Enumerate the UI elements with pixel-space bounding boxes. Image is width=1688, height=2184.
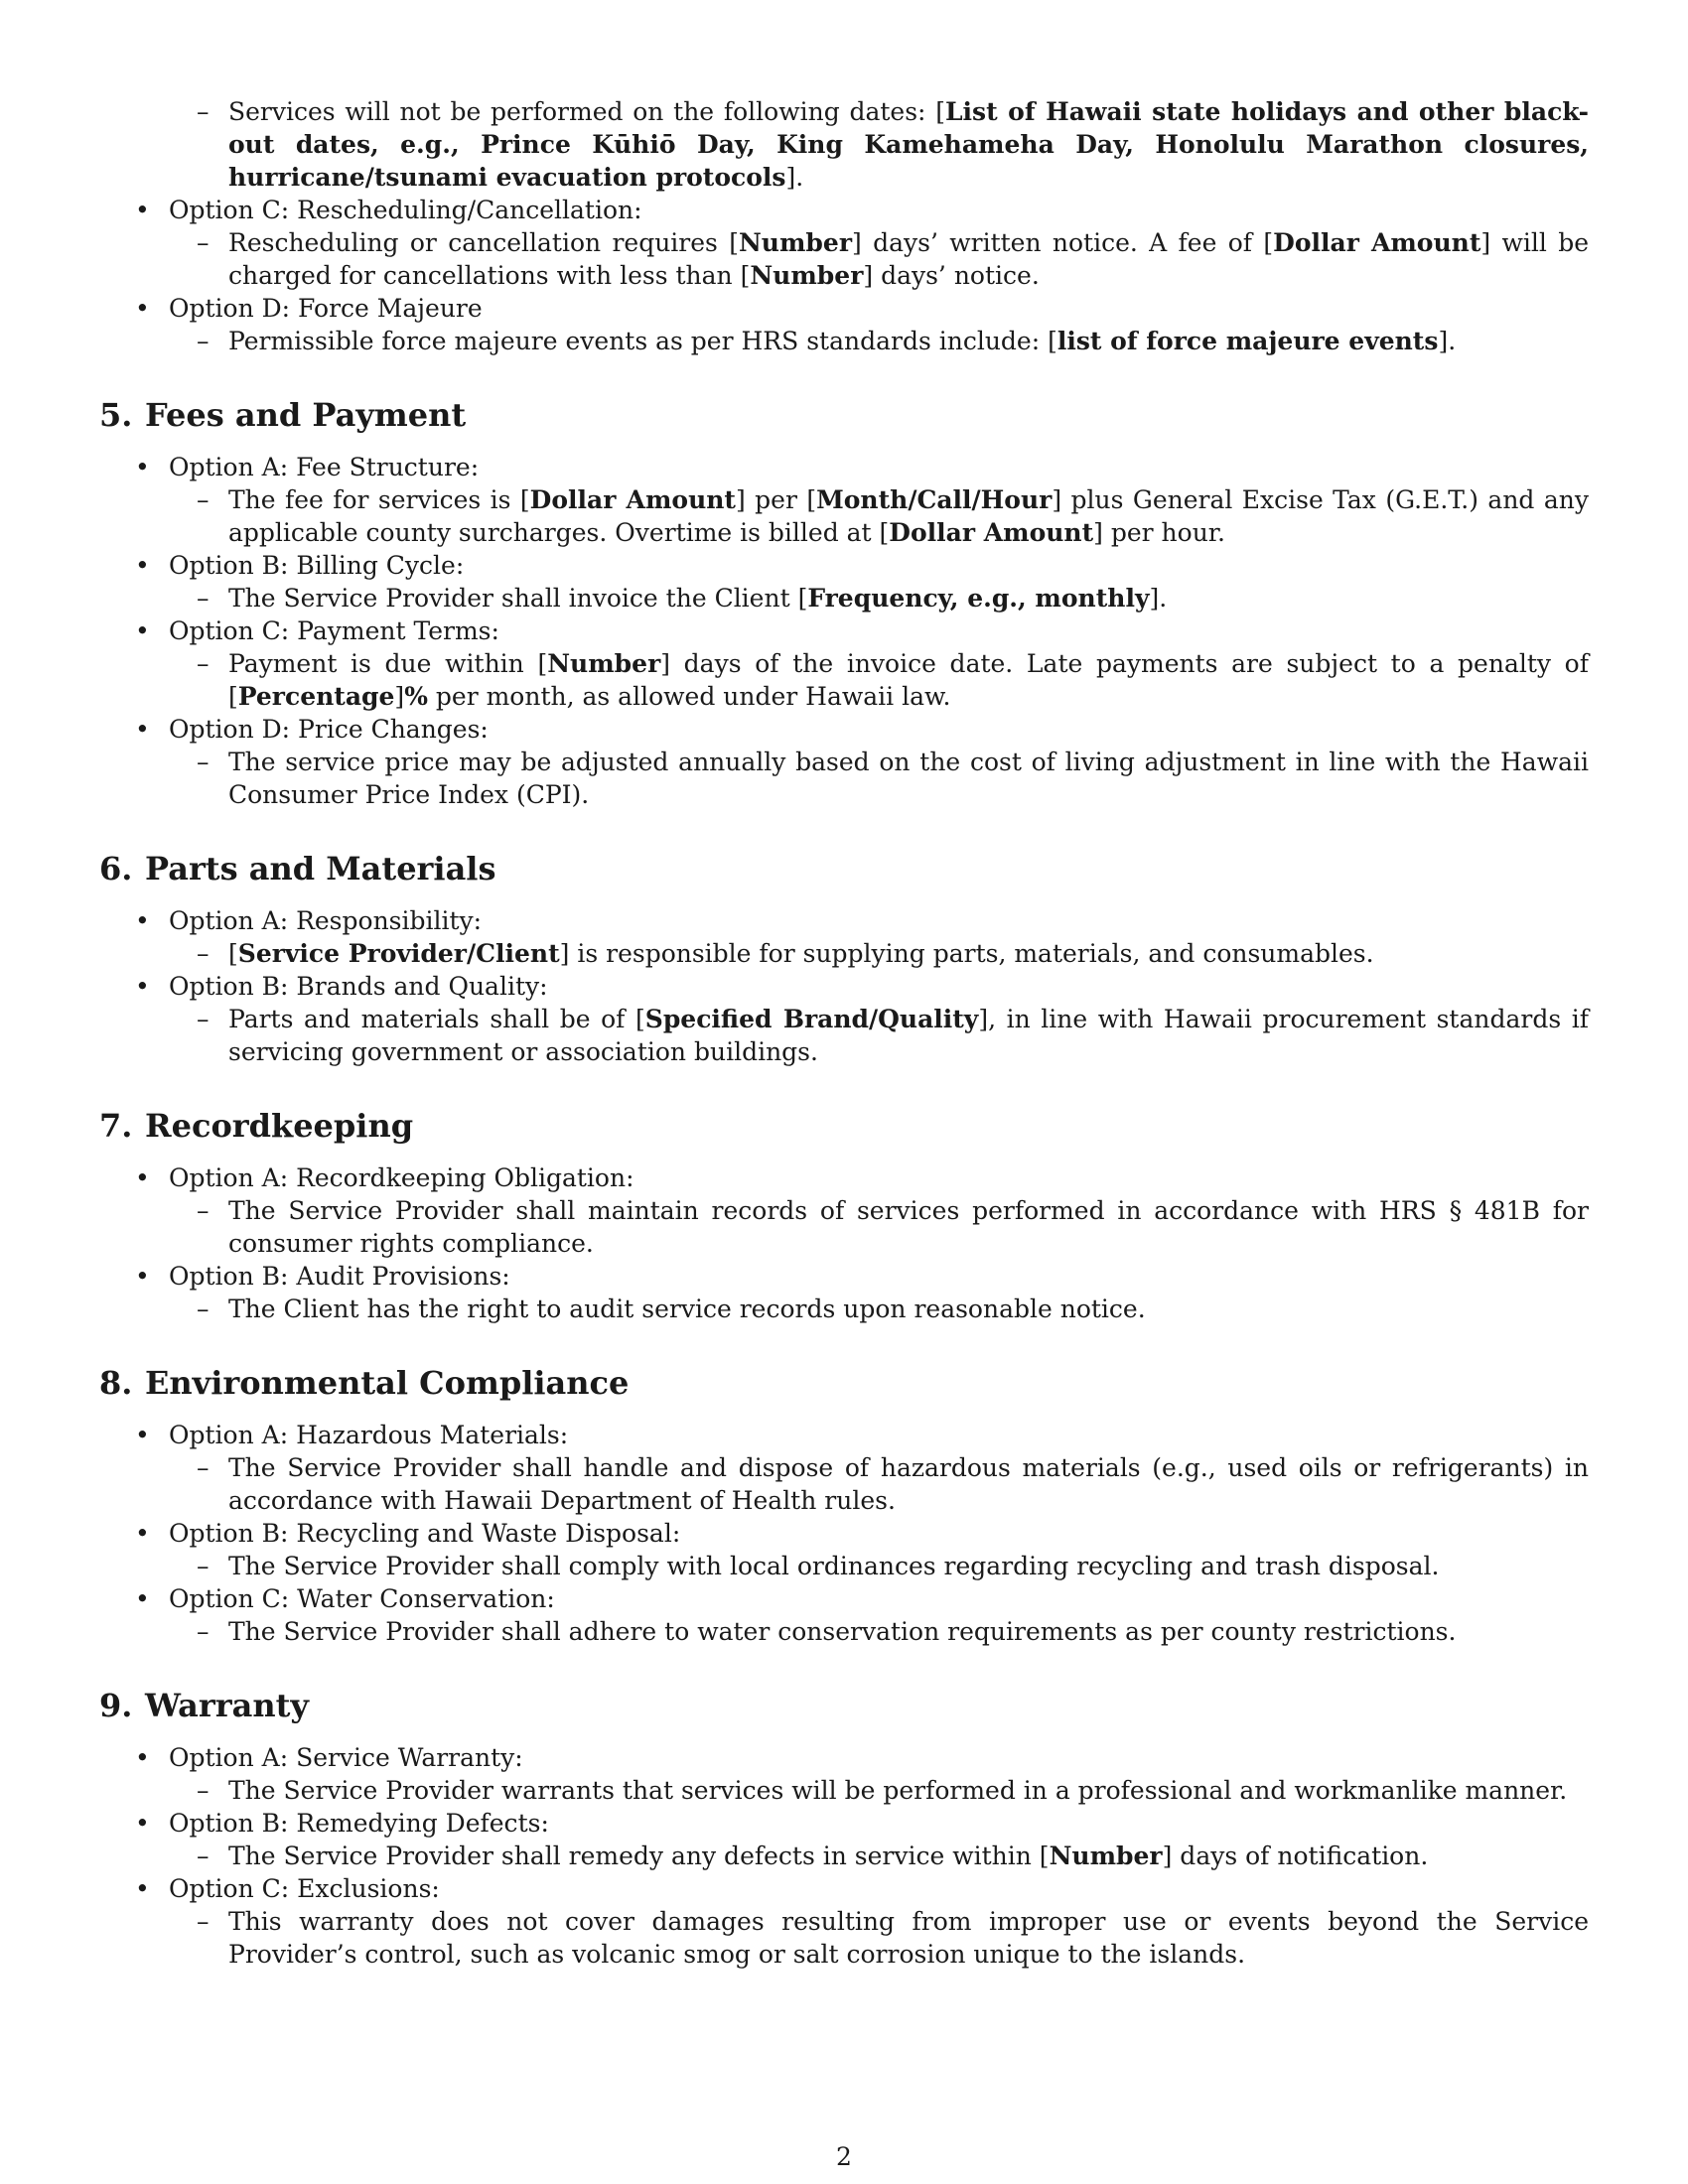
option-detail: [99, 95, 1589, 194]
clause-text: The Service Provider shall maintain records of services performed in accordance with HRS § 481B for consumer rights compliance.: [228, 1196, 1589, 1258]
dash-icon: –: [197, 1453, 210, 1482]
clause-text: Payment is due within [: [228, 649, 548, 678]
option-detail: [99, 647, 1589, 713]
section-title: Recordkeeping: [145, 1107, 414, 1145]
option-item: [99, 292, 1589, 325]
option-item: [99, 1517, 1589, 1550]
clause-text: ] days’ written notice. A fee of [: [852, 228, 1274, 257]
document-body: [99, 95, 1589, 1971]
clause-text: ] per [: [735, 485, 817, 514]
placeholder-field: Specified Brand/Quality: [644, 1005, 979, 1033]
section-number: 8.: [99, 1364, 133, 1402]
bullet-icon: •: [135, 972, 150, 1001]
clause-text: ] days of notification.: [1162, 1842, 1429, 1870]
option-label: Option C: Payment Terms:: [169, 616, 499, 645]
option-detail: [99, 1774, 1589, 1807]
option-label: Option C: Exclusions:: [169, 1874, 440, 1903]
bullet-icon: •: [135, 551, 150, 580]
placeholder-field: List of Hawaii state holidays and other black-out dates, e.g., Prince Kūhiō Day, King Kamehameha Day, Honolulu Marathon closures, hurricane/tsunami evacuation protocols: [228, 97, 1589, 192]
placeholder-field: Service Provider/Client: [237, 939, 560, 968]
contract-section: [99, 395, 1589, 811]
contract-section: [99, 95, 1589, 357]
clause-text: ].: [1149, 584, 1168, 613]
option-label: Option D: Price Changes:: [169, 715, 489, 744]
contract-section: [99, 1686, 1589, 1971]
option-label: Option B: Audit Provisions:: [169, 1262, 510, 1291]
option-label: Option B: Recycling and Waste Disposal:: [169, 1519, 681, 1548]
option-item: [99, 194, 1589, 226]
bullet-icon: •: [135, 1874, 150, 1903]
option-item: [99, 1807, 1589, 1840]
clause-text: per month, as allowed under Hawaii law.: [427, 682, 951, 711]
placeholder-field: Dollar Amount: [529, 485, 736, 514]
clause-text: The Service Provider shall comply with local ordinances regarding recycling and trash disposal.: [228, 1552, 1440, 1580]
placeholder-field: %: [404, 682, 428, 711]
page-number: 2: [836, 2142, 852, 2171]
option-label: Option A: Service Warranty:: [169, 1743, 523, 1772]
dash-icon: –: [197, 748, 210, 776]
option-item: [99, 451, 1589, 483]
clause-text: This warranty does not cover damages resulting from improper use or events beyond the Service Provider’s control, such as volcanic smog or salt corrosion unique to the islands.: [228, 1907, 1589, 1969]
section-title: Warranty: [145, 1687, 309, 1724]
placeholder-field: Frequency, e.g., monthly: [807, 584, 1150, 613]
bullet-icon: •: [135, 616, 150, 645]
option-detail: [99, 226, 1589, 292]
clause-text: ] will be charged for cancellations with less than [: [228, 228, 1589, 290]
option-detail: [99, 1451, 1589, 1517]
contract-section: [99, 849, 1589, 1068]
clause-text: ].: [785, 163, 804, 192]
option-item: [99, 1872, 1589, 1905]
option-label: Option A: Responsibility:: [169, 906, 483, 935]
option-label: Option A: Fee Structure:: [169, 453, 480, 481]
contract-section: [99, 1363, 1589, 1648]
dash-icon: –: [197, 485, 210, 514]
section-number: 5.: [99, 396, 133, 434]
clause-text: ] days’ notice.: [863, 261, 1040, 290]
option-item: [99, 614, 1589, 647]
section-number: 7.: [99, 1107, 133, 1145]
placeholder-field: Dollar Amount: [889, 518, 1094, 547]
placeholder-field: Number: [738, 228, 852, 257]
option-label: Option C: Rescheduling/Cancellation:: [169, 196, 642, 224]
dash-icon: –: [197, 1552, 210, 1580]
dash-icon: –: [197, 97, 210, 126]
option-label: Option A: Recordkeeping Obligation:: [169, 1163, 634, 1192]
section-title: Parts and Materials: [145, 850, 496, 887]
clause-text: ] days of the invoice date. Late payments are subject to a penalty of [: [228, 649, 1589, 711]
clause-text: The Client has the right to audit service records upon reasonable notice.: [228, 1295, 1146, 1323]
option-detail: [99, 1550, 1589, 1582]
clause-text: Services will not be performed on the following dates: [: [228, 97, 945, 126]
bullet-icon: •: [135, 1584, 150, 1613]
clause-text: The Service Provider shall remedy any defects in service within [: [228, 1842, 1050, 1870]
contract-section: [99, 1106, 1589, 1325]
section-heading: [99, 1686, 1589, 1725]
bullet-icon: •: [135, 1262, 150, 1291]
bullet-icon: •: [135, 1421, 150, 1449]
bullet-icon: •: [135, 1519, 150, 1548]
dash-icon: –: [197, 327, 210, 355]
bullet-icon: •: [135, 196, 150, 224]
clause-text: ] per hour.: [1093, 518, 1225, 547]
section-heading: [99, 1363, 1589, 1403]
dash-icon: –: [197, 1005, 210, 1033]
option-item: [99, 904, 1589, 937]
option-detail: [99, 1194, 1589, 1260]
clause-text: ] is responsible for supplying parts, materials, and consumables.: [559, 939, 1374, 968]
option-label: Option D: Force Majeure: [169, 294, 483, 323]
clause-text: ], in line with Hawaii procurement standards if servicing government or association buildings.: [228, 1005, 1589, 1066]
clause-text: ] plus General Excise Tax (G.E.T.) and any applicable county surcharges. Overtime is billed at [: [228, 485, 1589, 547]
dash-icon: –: [197, 584, 210, 613]
clause-text: Permissible force majeure events as per HRS standards include: [: [228, 327, 1057, 355]
clause-text: [: [228, 939, 238, 968]
option-item: [99, 1419, 1589, 1451]
dash-icon: –: [197, 1907, 210, 1936]
dash-icon: –: [197, 1617, 210, 1646]
placeholder-field: Dollar Amount: [1273, 228, 1481, 257]
option-detail: [99, 325, 1589, 357]
bullet-icon: •: [135, 1809, 150, 1838]
option-detail: [99, 1003, 1589, 1068]
option-detail: [99, 746, 1589, 811]
section-number: 6.: [99, 850, 133, 887]
placeholder-field: Number: [547, 649, 661, 678]
dash-icon: –: [197, 649, 210, 678]
option-item: [99, 1582, 1589, 1615]
clause-text: ].: [1438, 327, 1457, 355]
clause-text: Parts and materials shall be of [: [228, 1005, 645, 1033]
section-heading: [99, 395, 1589, 435]
option-detail: [99, 937, 1589, 970]
section-heading: [99, 849, 1589, 888]
dash-icon: –: [197, 939, 210, 968]
placeholder-field: Number: [1049, 1842, 1163, 1870]
option-label: Option B: Brands and Quality:: [169, 972, 548, 1001]
clause-text: Rescheduling or cancellation requires [: [228, 228, 739, 257]
dash-icon: –: [197, 1295, 210, 1323]
option-item: [99, 1260, 1589, 1293]
section-title: Environmental Compliance: [145, 1364, 630, 1402]
option-detail: [99, 582, 1589, 614]
clause-text: The Service Provider shall handle and dispose of hazardous materials (e.g., used oils or refrigerants) in accordance with Hawaii Department of Health rules.: [228, 1453, 1589, 1515]
option-detail: [99, 1615, 1589, 1648]
placeholder-field: Number: [750, 261, 864, 290]
placeholder-field: Month/Call/Hour: [816, 485, 1053, 514]
clause-text: The Service Provider shall invoice the Client [: [228, 584, 808, 613]
option-label: Option B: Remedying Defects:: [169, 1809, 549, 1838]
dash-icon: –: [197, 1776, 210, 1805]
bullet-icon: •: [135, 1163, 150, 1192]
clause-text: The fee for services is [: [228, 485, 530, 514]
clause-text: ]: [394, 682, 405, 711]
bullet-icon: •: [135, 453, 150, 481]
bullet-icon: •: [135, 1743, 150, 1772]
option-item: [99, 549, 1589, 582]
dash-icon: –: [197, 228, 210, 257]
section-number: 9.: [99, 1687, 133, 1724]
option-detail: [99, 483, 1589, 549]
option-detail: [99, 1905, 1589, 1971]
section-title: Fees and Payment: [145, 396, 467, 434]
dash-icon: –: [197, 1196, 210, 1225]
option-label: Option B: Billing Cycle:: [169, 551, 465, 580]
clause-text: The service price may be adjusted annually based on the cost of living adjustment in line with the Hawaii Consumer Price Index (CPI).: [228, 748, 1589, 809]
option-item: [99, 1741, 1589, 1774]
clause-text: The Service Provider warrants that services will be performed in a professional and workmanlike manner.: [228, 1776, 1568, 1805]
option-item: [99, 1161, 1589, 1194]
bullet-icon: •: [135, 294, 150, 323]
placeholder-field: Percentage: [237, 682, 395, 711]
placeholder-field: list of force majeure events: [1056, 327, 1439, 355]
option-item: [99, 713, 1589, 746]
dash-icon: –: [197, 1842, 210, 1870]
clause-text: The Service Provider shall adhere to water conservation requirements as per county restrictions.: [228, 1617, 1457, 1646]
option-detail: [99, 1293, 1589, 1325]
option-label: Option C: Water Conservation:: [169, 1584, 555, 1613]
section-heading: [99, 1106, 1589, 1146]
option-detail: [99, 1840, 1589, 1872]
option-label: Option A: Hazardous Materials:: [169, 1421, 569, 1449]
bullet-icon: •: [135, 906, 150, 935]
bullet-icon: •: [135, 715, 150, 744]
option-item: [99, 970, 1589, 1003]
